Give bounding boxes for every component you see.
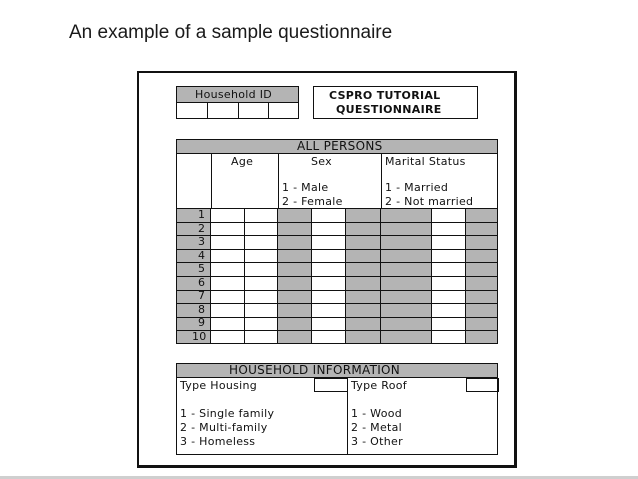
type-housing-entry-box: [314, 378, 348, 392]
tutorial-title-box: [313, 86, 478, 119]
persons-column-headers: [176, 153, 498, 209]
grid-row-line: [176, 303, 498, 304]
housing-code-2: 2 - Multi-family: [180, 421, 268, 434]
row-number: 6: [198, 275, 206, 289]
household-info-header: [176, 363, 498, 378]
row-number: 7: [198, 289, 206, 302]
grid-row-line: [176, 235, 498, 236]
sex-column-label: Sex: [311, 155, 332, 168]
household-info-body: [176, 377, 498, 455]
grid-row-line: [176, 330, 498, 331]
grid-row-line: [176, 317, 498, 318]
row-number: 5: [198, 262, 206, 275]
grid-row-line: [176, 262, 498, 263]
row-number: 4: [198, 248, 206, 262]
row-number: 2: [198, 221, 206, 235]
type-roof-label: Type Roof: [351, 379, 407, 392]
roof-code-2: 2 - Metal: [351, 421, 403, 434]
row-number: 9: [198, 316, 206, 329]
all-persons-title: ALL PERSONS: [297, 139, 383, 153]
grid-row-line: [176, 249, 498, 250]
row-number: 1: [198, 208, 206, 221]
tutorial-title-line2: QUESTIONNAIRE: [336, 103, 442, 116]
household-info-title: HOUSEHOLD INFORMATION: [229, 363, 401, 377]
row-number: 3: [198, 235, 206, 248]
row-number: 8: [198, 302, 206, 316]
marital-code-2: 2 - Not married: [385, 195, 474, 208]
sex-code-2: 2 - Female: [282, 195, 343, 208]
questionnaire-form: [137, 71, 517, 468]
tutorial-title-line1: CSPRO TUTORIAL: [329, 89, 441, 102]
type-housing-label: Type Housing: [180, 379, 258, 392]
sex-code-1: 1 - Male: [282, 181, 329, 194]
household-id-header: [176, 86, 299, 103]
marital-column-label: Marital Status: [385, 155, 466, 168]
all-persons-header: [176, 139, 498, 154]
roof-code-3: 3 - Other: [351, 435, 403, 448]
persons-grid: [176, 208, 498, 344]
slide-title: An example of a sample questionnaire: [69, 22, 393, 43]
grid-row-line: [176, 290, 498, 291]
type-roof-entry-box: [466, 378, 499, 392]
age-column-label: Age: [231, 155, 254, 168]
household-id-boxes: [176, 102, 299, 119]
grid-row-line: [176, 222, 498, 223]
housing-code-1: 1 - Single family: [180, 407, 275, 420]
roof-code-1: 1 - Wood: [351, 407, 403, 420]
grid-row-line: [176, 276, 498, 277]
row-number: 10: [192, 329, 207, 343]
marital-code-1: 1 - Married: [385, 181, 449, 194]
housing-code-3: 3 - Homeless: [180, 435, 256, 448]
household-id-label: Household ID: [195, 88, 273, 101]
